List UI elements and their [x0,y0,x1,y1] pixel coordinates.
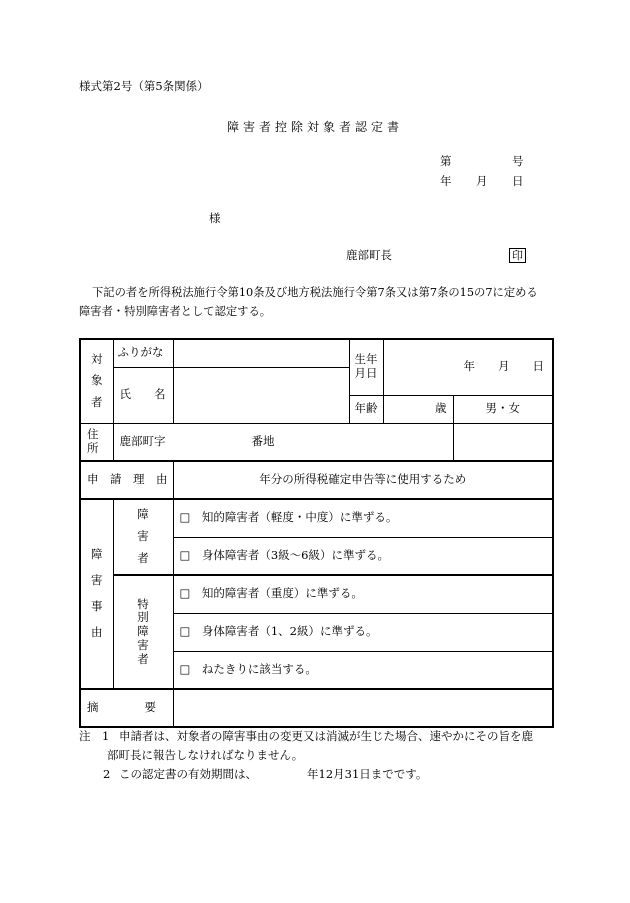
furigana-label: ふりがな [113,339,173,367]
date-day: 日 [512,174,524,188]
note-2-prefix: 2 [103,767,111,781]
date-year: 年 [440,174,452,188]
disability-reason-label: 障 害 事 由 [80,499,113,689]
option-mild-intellectual[interactable]: □ 知的障害者（軽度・中度）に準ずる。 [173,499,553,537]
option-bedridden[interactable]: □ ねたきりに該当する。 [173,651,553,689]
reason-label: 申 請 理 由 [80,461,173,499]
sex-field[interactable]: 男・女 [453,395,553,423]
doc-number-go: 号 [512,154,524,168]
disabled-person-label: 障 害 者 [113,499,173,575]
issuer: 鹿部町長 [346,248,392,262]
seal-mark [509,248,526,263]
option-physical-3-6[interactable]: □ 身体障害者（3級〜6級）に準ずる。 [173,537,553,575]
option-physical-1-2[interactable]: □ 身体障害者（1、2級）に準ずる。 [173,613,553,651]
option-severe-intellectual[interactable]: □ 知的障害者（重度）に準ずる。 [173,575,553,613]
seal-text: 印 [509,248,526,263]
note-1-line-2: 部町長に報告しなければなりません。 [107,748,304,762]
furigana-field[interactable] [173,339,349,367]
date-month: 月 [476,174,488,188]
age-label: 年齢 [349,395,383,423]
address-field[interactable]: 鹿部町字 番地 [113,423,453,461]
form-number: 様式第2号（第5条関係） [79,79,209,93]
subject-label: 対 象 者 [80,339,113,423]
summary-field[interactable] [173,689,553,727]
name-field[interactable] [173,367,349,423]
special-disabled-label: 特 別 障 害 者 [113,575,173,689]
note-2-text-a: この認定書の有効期間は、 [119,767,257,781]
addressee-suffix: 様 [209,211,221,225]
application-table [79,338,554,728]
age-field[interactable]: 歳 [383,395,453,423]
reason-field: 年分の所得税確定申告等に使用するため [173,461,553,499]
document-title: 障害者控除対象者認定書 [227,120,404,134]
note-1-line-1: 申請者は、対象者の障害事由の変更又は消滅が生じた場合、速やかにその旨を鹿 [119,729,533,743]
note-1-prefix: 注 1 [79,729,110,743]
summary-label: 摘 要 [80,689,173,727]
address-label: 住 所 [80,423,113,461]
note-2-text-b: 年12月31日までです。 [307,767,428,781]
doc-number-dai: 第 [440,154,452,168]
birth-label: 生年 月日 [349,339,383,395]
name-label: 氏 名 [113,367,173,423]
intro-line-2: 障害者・特別障害者として認定する。 [79,305,272,318]
intro-line-1: 下記の者を所得税法施行令第10条及び地方税法施行令第7条又は第7条の15の7に定める [92,286,538,299]
birth-field[interactable]: 年 月 日 [383,339,553,395]
